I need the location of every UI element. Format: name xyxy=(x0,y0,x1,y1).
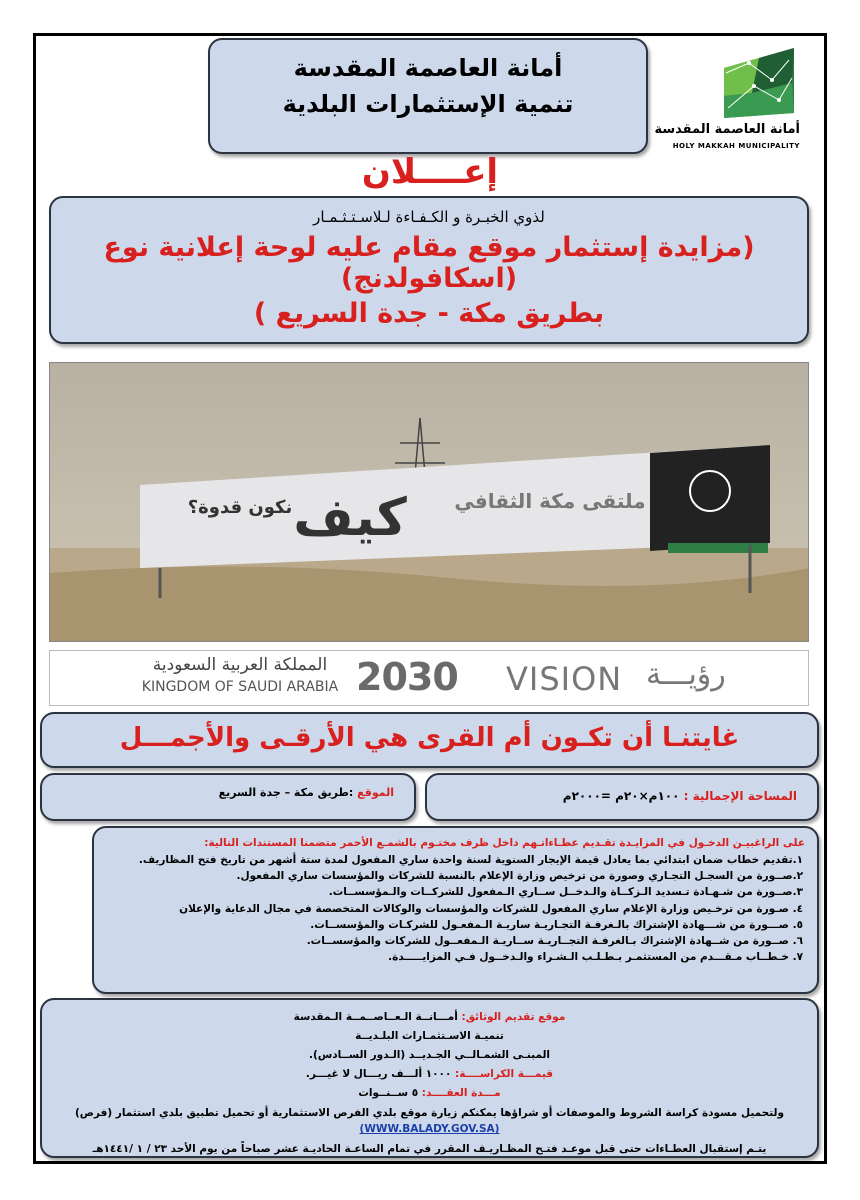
vision-2030-banner xyxy=(49,650,809,706)
billboard-small-words: نكون قدوة؟ xyxy=(187,497,293,518)
download-note: ولتحميل مسودة كراسة الشروط والموصفات أو شراؤها يمكنكم زيارة موقع بلدي الفرص الاستثمارية أو تحميل تطبيق بلدي استثمار (فرص) xyxy=(75,1107,784,1119)
list-item: ٧. خـطــاب مـقـــدم من المستثمـر بـطـلـب الـشـراء والـدخــول فـي المزايـــــدة. xyxy=(388,951,803,964)
intro-box xyxy=(49,196,809,344)
header-line-1: أمانة العاصمة المقدسة xyxy=(293,54,563,82)
municipality-logo xyxy=(654,38,804,160)
list-item: ٤. صـورة من ترخـيص وزارة الإعلام ساري المفعول للشركات والمؤسسات والوكالات المتخصصة في مجال الدعاية والإعلان xyxy=(179,902,803,915)
submission-place-label: موقع تقديم الوثائق: xyxy=(461,1011,566,1023)
submission-dept: تنميـة الاسـتثمـارات البلـديــة xyxy=(355,1030,504,1042)
deadline-note: يتـم إستقبال العطـاءات حتى قبل موعـد فتـح المظـاريـف المقرر في تمام الساعـة الحاديـة عشر صباحاً من يوم الأحد ٢٣ / ١ /١٤٤١هـ xyxy=(92,1143,767,1155)
fee-label: قيمـــة الكراســــة: xyxy=(455,1068,554,1080)
header-line-2: تنمية الإستثمارات البلدية xyxy=(282,90,574,118)
list-item: ٣.صــورة من شـهـادة تـسديد الـزكــاة والـدخــل ســاري الـمفعول للشركــات والـمؤسســات. xyxy=(328,886,803,899)
fee-value: ١٠٠٠ ألـــف ريـــال لا غيـــر. xyxy=(305,1068,452,1080)
area-box xyxy=(425,773,819,821)
intro-audience: لذوي الخبـرة و الكـفـاءة لـلاسـتـثـمـار xyxy=(313,208,545,226)
submission-building: المبنـى الشمـالــي الجـديــد (الـدور الســادس). xyxy=(308,1049,551,1061)
header-box xyxy=(208,38,648,154)
vision-kingdom-ar: المملكة العربية السعودية xyxy=(152,655,328,675)
documents-list xyxy=(94,852,817,965)
billboard-big-word: كيف xyxy=(293,488,407,548)
intro-title-line-2: بطريق مكة - جدة السريع ) xyxy=(253,298,605,329)
list-item: ٥. صـــورة من شـــهادة الإشتراك بالـغرفـة التجـاريـة ساريـة الـمفعـول للشركـات والمؤسســات. xyxy=(310,918,803,931)
submission-box xyxy=(40,998,819,1158)
billboard-photo xyxy=(49,362,809,642)
announcement-title: إعــــلان xyxy=(361,152,499,192)
slogan-box xyxy=(40,712,819,768)
list-item: ٦. صــورة من شــهادة الإشتراك بـالغرفـة التجــاريـة ســاريـة الـمفعــول للشركات والمؤسســات. xyxy=(306,935,803,948)
submission-place-value: أمـــانــة الـعــاصــمــة الـمقدسة xyxy=(293,1011,458,1023)
location-box xyxy=(40,773,416,821)
logo-name-ar: أمانة العاصمة المقدسة xyxy=(654,122,800,137)
location-value: :طريق مكة – جدة السريع xyxy=(218,786,354,799)
vision-en-word: VISION xyxy=(506,660,623,698)
area-label: المساحة الإجمالية : xyxy=(683,789,797,803)
vision-ar-word: رؤيـــة xyxy=(646,657,726,692)
documents-box xyxy=(92,826,819,994)
billboard-event-name: ملتقى مكة الثقافي xyxy=(454,489,646,513)
vision-kingdom-en: KINGDOM OF SAUDI ARABIA xyxy=(141,679,339,695)
documents-heading: على الراغبيـن الدخـول في المزايـدة تقـديم عطـاءاتـهم داخل ظرف مختـوم بالشمـع الأحمر متضمنا المستندات التالية: xyxy=(204,837,805,849)
vision-year: 2030 xyxy=(356,655,458,699)
duration-value: ٥ ســنــوات xyxy=(358,1087,419,1099)
slogan-text: غايتنـا أن تكـون أم القرى هي الأرقـى والأجمـــل xyxy=(119,723,740,753)
list-item: ٢.صــورة من السجـل التجـاري وصورة من ترخيص وزارة الإعلام بالنسبة للشركات والمؤسسات ساري المفعول. xyxy=(236,870,803,883)
duration-label: مـــدة العقــــد: xyxy=(421,1087,501,1099)
location-label: الموقع xyxy=(357,786,394,799)
website-link[interactable]: (WWW.BALADY.GOV.SA) xyxy=(359,1123,500,1135)
intro-title-line-1: (مزايدة إستثمار موقع مقام عليه لوحة إعلانية نوع (اسكافولدنج) xyxy=(103,232,755,294)
list-item: ١.تقديم خطاب ضمان ابتدائي بما يعادل قيمة الإيجار السنوية لسنة واحدة ساري المفعول لمدة ستة أشهر من تاريخ فتح المظاريف. xyxy=(138,854,803,866)
area-value: ١٠٠م×٢٠م =٢٠٠٠م xyxy=(562,789,680,803)
logo-name-en: HOLY MAKKAH MUNICIPALITY xyxy=(672,142,800,150)
